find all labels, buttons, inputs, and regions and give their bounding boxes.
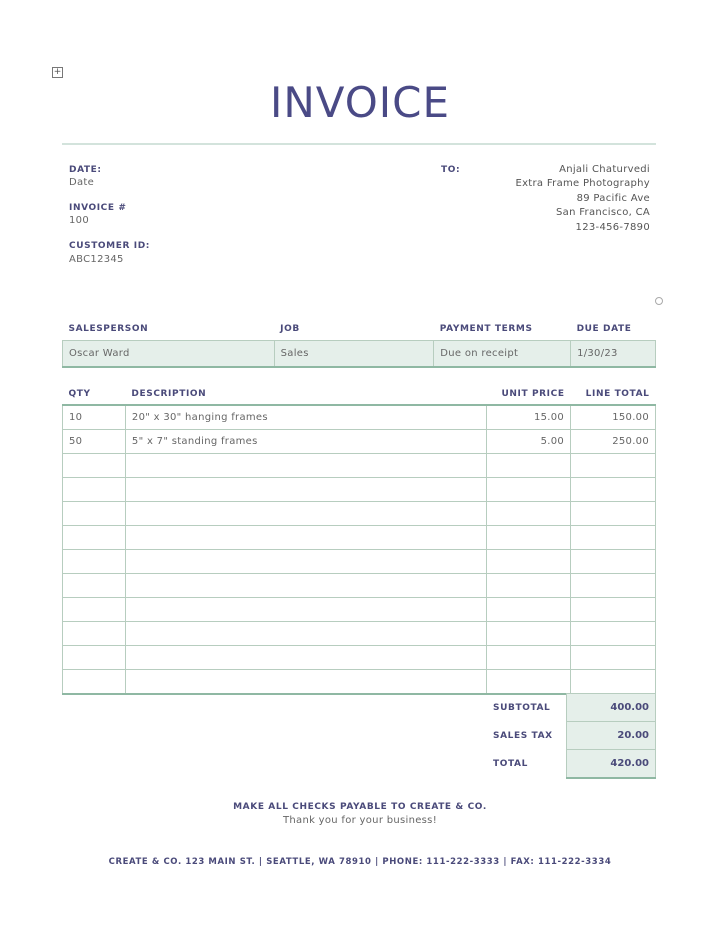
unit-price-cell[interactable]: 5.00 [487,430,571,454]
thank-you-note: Thank you for your business! [282,815,438,826]
qty-cell[interactable] [63,646,126,670]
qty-cell[interactable] [63,550,126,574]
description-cell[interactable]: 5" x 7" standing frames [125,430,486,454]
due-date-header: DUE DATE [576,324,632,334]
line-total-cell[interactable] [571,550,656,574]
to-label: TO: [441,165,461,175]
line-total-cell[interactable] [571,598,656,622]
table-row [63,646,656,670]
unit-price-cell[interactable] [487,646,571,670]
description-cell[interactable] [125,550,486,574]
job-header: JOB [280,324,300,334]
qty-cell[interactable]: 50 [63,430,126,454]
line-total-cell[interactable] [571,622,656,646]
qty-cell[interactable] [63,526,126,550]
description-cell[interactable] [125,622,486,646]
description-cell[interactable] [125,526,486,550]
due-date-cell[interactable]: 1/30/23 [571,341,656,368]
line-total-cell[interactable] [571,670,656,695]
job-info-table [62,318,656,368]
unit-price-cell[interactable]: 15.00 [487,405,571,430]
table-row [63,526,656,550]
description-header: DESCRIPTION [131,389,207,399]
unit-price-header: UNIT PRICE [501,389,565,399]
recipient-company: Extra Frame Photography [515,178,650,190]
qty-cell[interactable] [63,502,126,526]
payment-terms-header: PAYMENT TERMS [439,324,533,334]
salesperson-cell[interactable]: Oscar Ward [63,341,275,368]
total-value[interactable]: 420.00 [567,750,656,779]
date-label: DATE: [69,165,102,175]
qty-cell[interactable] [63,598,126,622]
table-row [63,622,656,646]
qty-cell[interactable]: 10 [63,405,126,430]
customer-id-label: CUSTOMER ID: [69,241,150,251]
checks-payable-note: MAKE ALL CHECKS PAYABLE TO CREATE & CO. [233,802,487,812]
line-total-cell[interactable]: 150.00 [571,405,656,430]
table-row [63,550,656,574]
unit-price-cell[interactable] [487,574,571,598]
customer-id-value: ABC12345 [69,254,124,265]
unit-price-cell[interactable] [487,478,571,502]
unit-price-cell[interactable] [487,622,571,646]
company-footer: CREATE & CO. 123 MAIN ST. | SEATTLE, WA 78910 | PHONE: 111-222-3333 | FAX: 111-222-3334 [108,857,612,867]
recipient-city: San Francisco, CA [556,207,650,219]
table-row [63,430,656,454]
total-label: TOTAL [493,758,528,769]
resize-handle-icon[interactable] [655,297,663,305]
sales-tax-label: SALES TAX [493,730,553,741]
qty-cell[interactable] [63,670,126,695]
line-total-header: LINE TOTAL [585,389,650,399]
subtotal-value[interactable]: 400.00 [567,694,656,722]
unit-price-cell[interactable] [487,550,571,574]
line-items-table [62,384,656,695]
qty-cell[interactable] [63,478,126,502]
table-row [63,454,656,478]
date-value: Date [69,177,95,188]
payment-terms-cell[interactable]: Due on receipt [434,341,571,368]
line-total-cell[interactable] [571,526,656,550]
unit-price-cell[interactable] [487,454,571,478]
job-cell[interactable]: Sales [274,341,434,368]
unit-price-cell[interactable] [487,526,571,550]
line-total-cell[interactable] [571,502,656,526]
description-cell[interactable] [125,670,486,695]
description-cell[interactable] [125,502,486,526]
subtotal-label: SUBTOTAL [493,702,551,713]
title-divider [62,143,656,145]
sales-tax-value[interactable]: 20.00 [567,722,656,750]
invoice-title: INVOICE [269,78,451,127]
qty-header: QTY [68,389,91,399]
qty-cell[interactable] [63,622,126,646]
description-cell[interactable] [125,598,486,622]
line-total-cell[interactable] [571,454,656,478]
line-total-cell[interactable] [571,478,656,502]
line-total-cell[interactable]: 250.00 [571,430,656,454]
description-cell[interactable] [125,646,486,670]
table-move-handle-icon[interactable]: + [53,67,62,77]
table-row [63,598,656,622]
table-row [63,502,656,526]
totals-table [487,693,656,779]
unit-price-cell[interactable] [487,598,571,622]
unit-price-cell[interactable] [487,670,571,695]
table-row [63,670,656,695]
table-row [63,405,656,430]
description-cell[interactable] [125,574,486,598]
invoice-number-label: INVOICE # [69,203,127,213]
recipient-name: Anjali Chaturvedi [559,164,650,175]
line-total-cell[interactable] [571,574,656,598]
recipient-street: 89 Pacific Ave [576,192,650,204]
unit-price-cell[interactable] [487,502,571,526]
qty-cell[interactable] [63,454,126,478]
description-cell[interactable] [125,478,486,502]
invoice-number-value: 100 [69,215,89,226]
line-total-cell[interactable] [571,646,656,670]
table-row [63,574,656,598]
description-cell[interactable] [125,454,486,478]
recipient-phone: 123-456-7890 [575,221,650,233]
description-cell[interactable]: 20" x 30" hanging frames [125,405,486,430]
salesperson-header: SALESPERSON [68,324,149,334]
recipient-address [515,163,650,235]
qty-cell[interactable] [63,574,126,598]
table-row [63,478,656,502]
